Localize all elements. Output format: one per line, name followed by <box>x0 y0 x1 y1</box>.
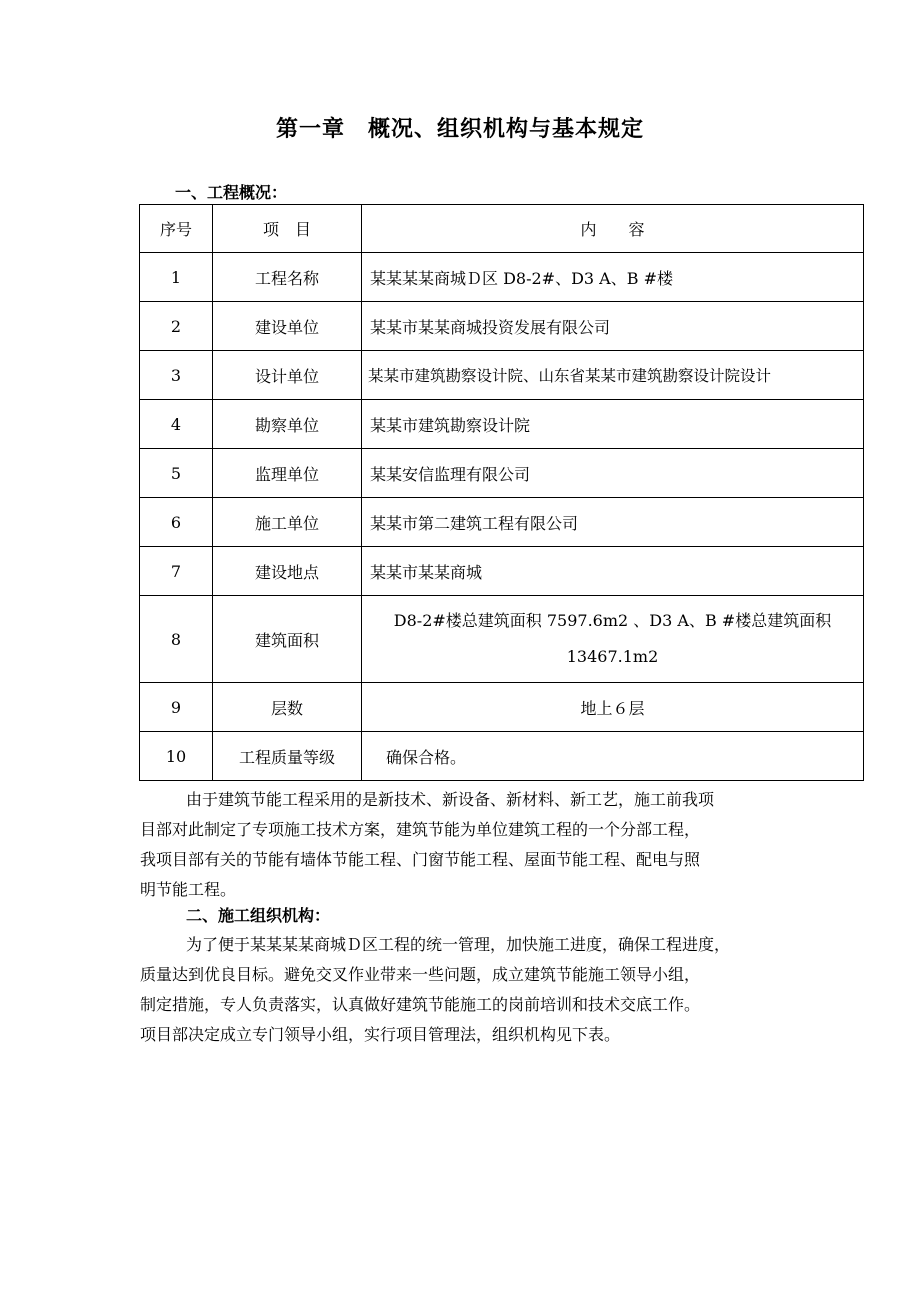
paragraph-organization <box>140 930 810 1050</box>
row-content: 某某安信监理有限公司 <box>362 449 864 498</box>
paragraph-line: 明节能工程。 <box>140 880 237 899</box>
row-item: 建筑面积 <box>213 596 362 683</box>
row-content: 某某某某商城Ｄ区 D8-2#、D3 A、B #楼 <box>362 253 864 302</box>
row-item: 设计单位 <box>213 351 362 400</box>
row-no: 5 <box>140 449 213 498</box>
area-line-1: D8-2#楼总建筑面积 7597.6m2 、D3 A、B #楼总建筑面积 <box>393 611 832 630</box>
table-row <box>140 498 864 547</box>
row-item: 工程名称 <box>213 253 362 302</box>
row-no: 9 <box>140 683 213 732</box>
table-header-row <box>140 205 864 253</box>
header-no: 序号 <box>140 205 213 253</box>
row-no: 8 <box>140 596 213 683</box>
row-no: 2 <box>140 302 213 351</box>
table-row <box>140 732 864 781</box>
row-item: 施工单位 <box>213 498 362 547</box>
row-item: 工程质量等级 <box>213 732 362 781</box>
row-item: 勘察单位 <box>213 400 362 449</box>
row-item: 层数 <box>213 683 362 732</box>
row-no: 4 <box>140 400 213 449</box>
row-no: 1 <box>140 253 213 302</box>
row-no: 10 <box>140 732 213 781</box>
table-row <box>140 351 864 400</box>
paragraph-line: 我项目部有关的节能有墙体节能工程、门窗节能工程、屋面节能工程、配电与照 <box>140 850 701 869</box>
chapter-title: 第一章 概况、组织机构与基本规定 <box>275 117 644 142</box>
row-content: 某某市某某商城 <box>362 547 864 596</box>
row-item: 建设地点 <box>213 547 362 596</box>
project-overview-table <box>139 204 864 781</box>
paragraph-line: 由于建筑节能工程采用的是新技术、新设备、新材料、新工艺，施工前我项 <box>186 790 715 809</box>
table-row <box>140 596 864 683</box>
row-no: 3 <box>140 351 213 400</box>
row-content: 某某市建筑勘察设计院 <box>362 400 864 449</box>
table-row <box>140 253 864 302</box>
header-item: 项 目 <box>213 205 362 253</box>
row-content: 地上６层 <box>362 683 864 732</box>
row-no: 7 <box>140 547 213 596</box>
paragraph-line: 目部对此制定了专项施工技术方案，建筑节能为单位建筑工程的一个分部工程， <box>140 820 701 839</box>
paragraph-energy-saving <box>140 785 810 905</box>
row-content: 某某市第二建筑工程有限公司 <box>362 498 864 547</box>
area-line-2: 13467.1m2 <box>566 647 659 666</box>
row-content: 某某市某某商城投资发展有限公司 <box>362 302 864 351</box>
row-content: 某某市建筑勘察设计院、山东省某某市建筑勘察设计院设计 <box>362 351 864 400</box>
table-row <box>140 683 864 732</box>
header-content: 内 容 <box>362 205 864 253</box>
paragraph-line: 为了便于某某某某商城Ｄ区工程的统一管理，加快施工进度，确保工程进度， <box>186 935 731 954</box>
section-heading-overview: 一、工程概况： <box>175 183 288 202</box>
section-heading-organization: 二、施工组织机构： <box>186 906 331 925</box>
row-content <box>362 596 864 683</box>
table-row <box>140 547 864 596</box>
paragraph-line: 项目部决定成立专门领导小组，实行项目管理法，组织机构见下表。 <box>140 1025 621 1044</box>
table-row <box>140 449 864 498</box>
row-item: 建设单位 <box>213 302 362 351</box>
row-content: 确保合格。 <box>362 732 864 781</box>
paragraph-line: 质量达到优良目标。避免交叉作业带来一些问题，成立建筑节能施工领导小组， <box>140 965 701 984</box>
table-row <box>140 400 864 449</box>
row-no: 6 <box>140 498 213 547</box>
row-item: 监理单位 <box>213 449 362 498</box>
table-row <box>140 302 864 351</box>
paragraph-line: 制定措施，专人负责落实，认真做好建筑节能施工的岗前培训和技术交底工作。 <box>140 995 701 1014</box>
